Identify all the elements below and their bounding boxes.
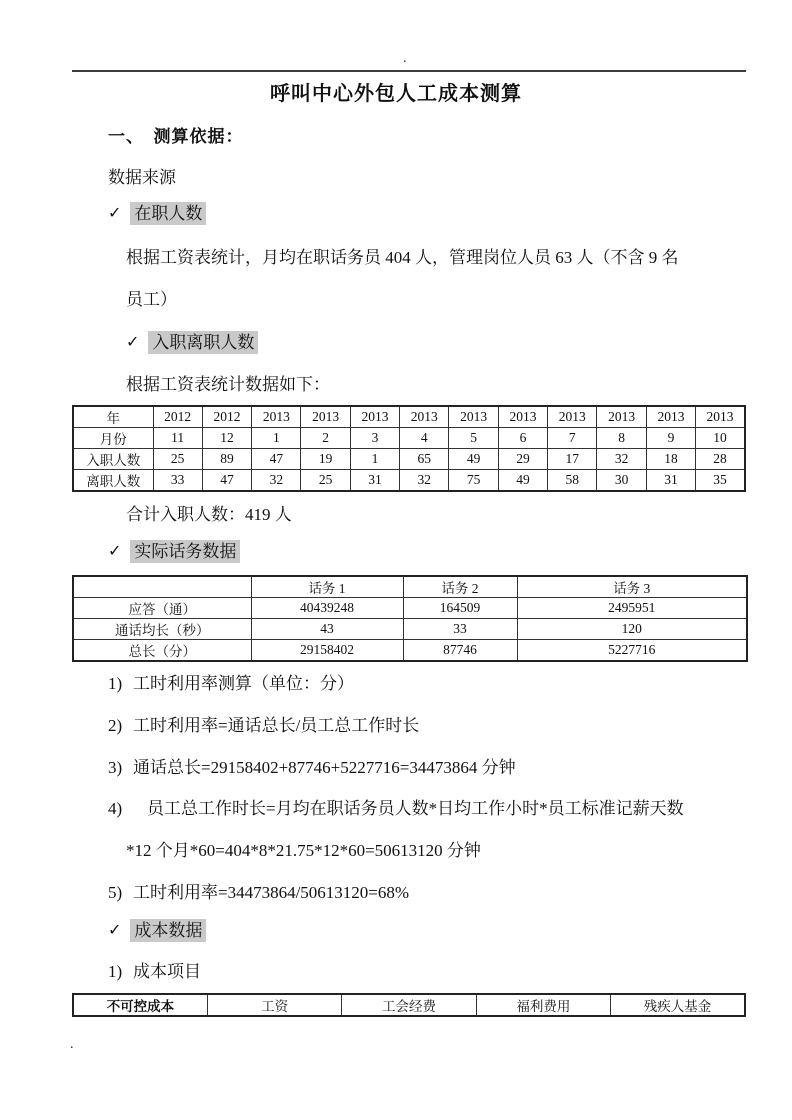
table-cell: 10 (696, 428, 745, 449)
table-cell: 12 (202, 428, 251, 449)
table-cell: 2012 (153, 406, 202, 428)
table-cell: 120 (517, 619, 747, 640)
section-heading-basis: 一、 测算依据： (108, 127, 244, 146)
table-cell: 32 (252, 470, 301, 492)
table-cell: 31 (350, 470, 399, 492)
table-cell: 离职人数 (73, 470, 153, 492)
list-item-continuation: *12 个月*60=404*8*21.75*12*60=50613120 分钟 (126, 841, 481, 860)
table-cell: 65 (400, 449, 449, 470)
table-cell: 1 (350, 449, 399, 470)
table-cell: 2013 (597, 406, 646, 428)
traffic-table (72, 575, 748, 662)
check-item-label: 实际话务数据 (130, 540, 240, 563)
list-item-text: 通话总长=29158402+87746+5227716=34473864 分钟 (133, 758, 516, 777)
table-cell: 1 (252, 428, 301, 449)
table-row (73, 619, 747, 640)
cost-table (72, 993, 746, 1017)
table-cell: 通话均长（秒） (73, 619, 251, 640)
table-cell: 不可控成本 (73, 994, 207, 1016)
list-item (108, 758, 768, 778)
check-item-label: 入职离职人数 (148, 331, 258, 354)
table-cell: 33 (153, 470, 202, 492)
table-cell: 35 (696, 470, 745, 492)
table-cell: 年 (73, 406, 153, 428)
table-cell: 2013 (498, 406, 547, 428)
table-cell: 话务 3 (517, 576, 747, 598)
table-cell: 43 (251, 619, 403, 640)
table-row (73, 994, 745, 1016)
table-cell: 30 (597, 470, 646, 492)
table-cell: 49 (449, 449, 498, 470)
table-cell: 2 (301, 428, 350, 449)
onduty-paragraph-line2: 员工） (126, 290, 177, 309)
table-cell: 残疾人基金 (611, 994, 745, 1016)
table-cell: 18 (646, 449, 695, 470)
list-item-text: 员工总工作时长=月均在职话务员人数*日均工作小时*员工标准记薪天数 (147, 799, 684, 818)
list-item (108, 799, 768, 819)
table-cell: 164509 (403, 598, 517, 619)
table-cell: 32 (597, 449, 646, 470)
table-cell: 应答（通） (73, 598, 251, 619)
table-row (73, 598, 747, 619)
header-rule (72, 70, 746, 72)
join-leave-intro: 根据工资表统计数据如下： (126, 375, 330, 394)
table-cell: 2013 (400, 406, 449, 428)
table-cell: 40439248 (251, 598, 403, 619)
footer-stray-period: . (70, 1037, 74, 1052)
table-cell: 75 (449, 470, 498, 492)
table-row (73, 640, 747, 662)
check-icon: ✓ (126, 333, 140, 351)
table-cell: 25 (153, 449, 202, 470)
table-cell: 总长（分） (73, 640, 251, 662)
table-row (73, 576, 747, 598)
table-cell: 9 (646, 428, 695, 449)
page-title: 呼叫中心外包人工成本测算 (270, 83, 522, 105)
header-stray-period: . (403, 51, 407, 66)
table-cell: 工会经费 (342, 994, 476, 1016)
cost-item-heading (108, 962, 768, 982)
table-cell: 25 (301, 470, 350, 492)
check-item-onduty (108, 202, 206, 225)
list-item (108, 674, 768, 694)
check-icon: ✓ (108, 542, 122, 560)
table-cell: 2012 (202, 406, 251, 428)
table-cell: 2013 (301, 406, 350, 428)
table-cell: 28 (696, 449, 745, 470)
check-icon: ✓ (108, 921, 122, 939)
check-item-label: 成本数据 (130, 919, 206, 942)
table-cell: 19 (301, 449, 350, 470)
list-item-number: 4) (108, 799, 123, 818)
list-item (108, 883, 768, 903)
table-cell: 89 (202, 449, 251, 470)
table-cell: 月份 (73, 428, 153, 449)
table-cell: 5227716 (517, 640, 747, 662)
table-cell: 福利费用 (476, 994, 610, 1016)
table-row (73, 449, 745, 470)
table-cell: 8 (597, 428, 646, 449)
table-cell: 32 (400, 470, 449, 492)
table-cell: 5 (449, 428, 498, 449)
list-item-text: 工时利用率测算（单位：分） (133, 674, 354, 693)
table-cell: 2013 (449, 406, 498, 428)
list-item-number: 2) (108, 716, 123, 735)
table-cell: 49 (498, 470, 547, 492)
table-cell (73, 576, 251, 598)
list-item-text: 成本项目 (133, 962, 201, 981)
table-cell: 47 (252, 449, 301, 470)
table-cell: 29 (498, 449, 547, 470)
onduty-paragraph-line1: 根据工资表统计，月均在职话务员 404 人，管理岗位人员 63 人（不含 9 名 (126, 248, 679, 267)
table-cell: 31 (646, 470, 695, 492)
table-cell: 2495951 (517, 598, 747, 619)
data-source-label: 数据来源 (108, 168, 176, 187)
check-item-join-leave (126, 331, 258, 354)
table-cell: 29158402 (251, 640, 403, 662)
list-item-number: 1) (108, 962, 123, 981)
join-total-text: 合计入职人数：419 人 (126, 505, 292, 524)
table-cell: 3 (350, 428, 399, 449)
table-cell: 6 (498, 428, 547, 449)
table-cell: 入职人数 (73, 449, 153, 470)
table-cell: 58 (548, 470, 597, 492)
check-item-traffic (108, 540, 240, 563)
join-leave-table (72, 405, 746, 492)
table-cell: 工资 (207, 994, 341, 1016)
check-item-cost (108, 919, 206, 942)
table-cell: 2013 (548, 406, 597, 428)
table-cell: 11 (153, 428, 202, 449)
table-cell: 2013 (252, 406, 301, 428)
check-icon: ✓ (108, 204, 122, 222)
check-item-label: 在职人数 (130, 202, 206, 225)
list-item (108, 716, 768, 736)
list-item-text: 工时利用率=通话总长/员工总工作时长 (133, 716, 420, 735)
table-row (73, 470, 745, 492)
list-item-number: 1) (108, 674, 123, 693)
table-cell: 47 (202, 470, 251, 492)
table-cell: 87746 (403, 640, 517, 662)
table-cell: 7 (548, 428, 597, 449)
table-cell: 33 (403, 619, 517, 640)
table-cell: 4 (400, 428, 449, 449)
table-cell: 17 (548, 449, 597, 470)
table-cell: 话务 2 (403, 576, 517, 598)
table-row (73, 406, 745, 428)
list-item-text: 工时利用率=34473864/50613120=68% (133, 883, 410, 902)
table-row (73, 428, 745, 449)
list-item-number: 5) (108, 883, 123, 902)
table-cell: 2013 (646, 406, 695, 428)
table-cell: 2013 (696, 406, 745, 428)
table-cell: 2013 (350, 406, 399, 428)
table-cell: 话务 1 (251, 576, 403, 598)
list-item-number: 3) (108, 758, 123, 777)
